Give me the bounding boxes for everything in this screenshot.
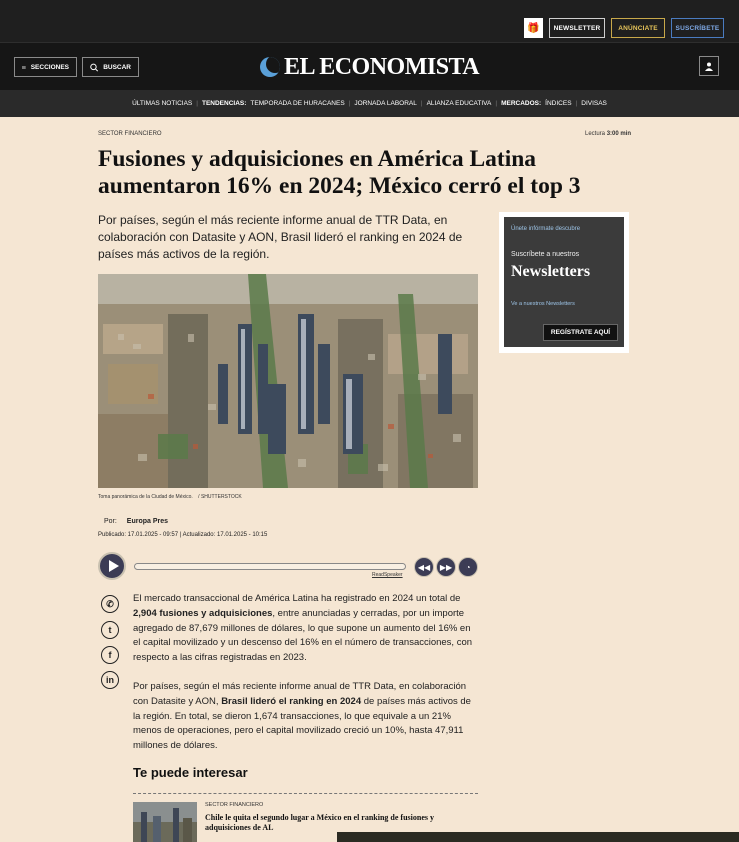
byline-label: Por: xyxy=(104,518,117,525)
audio-progress-track[interactable] xyxy=(134,563,406,570)
p2-bold: Brasil lideró el ranking en 2024 xyxy=(221,695,362,707)
rewind-icon: ◀◀ xyxy=(417,562,431,572)
article-paragraph xyxy=(133,592,478,666)
ad-link[interactable]: Ve a nuestros Newsletters xyxy=(511,301,575,307)
search-label: BUSCAR xyxy=(103,63,131,71)
city-aerial-illustration xyxy=(98,274,478,488)
nav-separator: | xyxy=(420,100,423,107)
nav-mercados-label: MERCADOS: xyxy=(501,100,542,107)
register-button[interactable]: REGÍSTRATE AQUÍ xyxy=(543,324,618,341)
gift-icon[interactable]: 🎁 xyxy=(524,18,543,38)
related-thumbnail[interactable] xyxy=(133,802,197,842)
footer-strip xyxy=(337,832,739,842)
nav-separator: | xyxy=(575,100,578,107)
related-article-link[interactable]: Chile le quita el segundo lugar a México en el ranking de fusiones y adquisiciones de AL xyxy=(205,813,434,832)
byline xyxy=(104,518,168,525)
search-button[interactable] xyxy=(82,57,139,77)
nav-item-jornada[interactable]: JORNADA LABORAL xyxy=(354,100,417,107)
related-heading: Te puede interesar xyxy=(133,765,248,780)
nav-tendencias-label: TENDENCIAS: xyxy=(201,100,247,107)
whatsapp-share-icon[interactable]: ✆ xyxy=(101,595,119,613)
p2-text-c: de países más activos de la región. En total, se dieron 1,674 transacciones, lo que equivale a un 21% menos de operaciones, pero el capital movilizado creció un 10%, hasta 47,911 millones de dólares. xyxy=(133,695,471,752)
rewind-button[interactable] xyxy=(414,557,434,577)
secciones-button[interactable] xyxy=(14,57,77,77)
read-time xyxy=(585,131,631,137)
ad-tagline: Únete infórmate descubre xyxy=(511,226,581,232)
masthead xyxy=(0,42,739,90)
caption-text: Toma panorámica de la Ciudad de México. xyxy=(98,494,193,500)
menu-icon xyxy=(22,64,26,71)
main-nav xyxy=(0,90,739,117)
hero-caption xyxy=(98,494,242,500)
top-utility-bar xyxy=(0,0,739,42)
ad-subtitle: Suscríbete a nuestros xyxy=(511,251,580,258)
user-account-button[interactable] xyxy=(699,56,719,76)
newsletter-ad[interactable] xyxy=(499,212,629,353)
nav-ultimas-noticias[interactable]: ÚLTIMAS NOTICIAS xyxy=(132,100,193,107)
nav-item-divisas[interactable]: DIVISAS xyxy=(581,100,607,107)
nav-item-huracanes[interactable]: TEMPORADA DE HURACANES xyxy=(250,100,345,107)
caption-credit: / SHUTTERSTOCK xyxy=(198,494,242,500)
article-paragraph xyxy=(133,680,478,754)
nav-separator: | xyxy=(495,100,498,107)
logo-text: EL ECONOMISTA xyxy=(284,53,480,80)
article-summary: Por países, según el más reciente informe anual de TTR Data, en colaboración con Datasite y AON, Brasil lideró el ranking en 2024 de países más activos de la región. xyxy=(98,213,463,261)
related-thumbnail-illustration xyxy=(133,802,197,842)
settings-icon: ◔ xyxy=(465,562,471,572)
related-kicker: SECTOR FINANCIERO xyxy=(205,802,264,808)
divider xyxy=(133,793,478,794)
p2-text-a: Por países, según el más reciente informe anual de TTR Data, en colaboración con Datasite y AON, xyxy=(133,681,467,707)
author-link[interactable]: Europa Pres xyxy=(126,518,169,525)
settings-button[interactable] xyxy=(458,557,478,577)
p1-bold: 2,904 fusiones y adquisiciones xyxy=(133,607,273,619)
readspeaker-link[interactable]: ReadSpeaker xyxy=(372,572,403,578)
nav-item-alianza[interactable]: ALIANZA EDUCATIVA xyxy=(426,100,492,107)
twitter-share-icon[interactable]: t xyxy=(101,621,119,639)
suscribete-button[interactable]: SUSCRÍBETE xyxy=(671,18,724,38)
anunciate-button[interactable]: ANÚNCIATE xyxy=(611,18,665,38)
read-time-label: Lectura xyxy=(585,131,606,137)
logo-mark-icon xyxy=(260,57,280,77)
page-title: Fusiones y adquisiciones en América Latina aumentaron 16% en 2024; México cerró el top 3 xyxy=(98,146,581,199)
newsletter-ad-panel xyxy=(504,217,624,347)
linkedin-share-icon[interactable]: in xyxy=(101,671,119,689)
site-logo[interactable] xyxy=(260,53,479,81)
hero-image xyxy=(98,274,478,488)
nav-separator: | xyxy=(348,100,351,107)
search-icon xyxy=(90,63,98,72)
forward-icon: ▶▶ xyxy=(439,562,453,572)
p1-text-c: , entre anunciadas y cerradas, por un importe agregado de 87,679 millones de dólares, lo que supone un aumento del 16% en el capital movilizado y un descenso del 16% en el número de transacciones, con respecto a las cifras registradas en 2023. xyxy=(133,607,473,664)
newsletter-button[interactable]: NEWSLETTER xyxy=(549,18,605,38)
facebook-share-icon[interactable]: f xyxy=(101,646,119,664)
read-time-value: 3:00 min xyxy=(606,131,632,137)
nav-separator: | xyxy=(196,100,198,107)
forward-button[interactable] xyxy=(436,557,456,577)
article-section-kicker[interactable]: SECTOR FINANCIERO xyxy=(98,131,162,137)
secciones-label: SECCIONES xyxy=(30,63,69,71)
play-button[interactable] xyxy=(98,552,126,580)
p1-text-a: El mercado transaccional de América Latina ha registrado en 2024 un total de xyxy=(133,593,461,604)
play-icon xyxy=(109,560,119,572)
ad-title: Newsletters xyxy=(511,263,591,280)
nav-item-indices[interactable]: ÍNDICES xyxy=(545,100,572,107)
user-icon xyxy=(705,62,713,71)
publish-dates: Publicado: 17.01.2025 - 09:57 | Actualizado: 17.01.2025 - 10:15 xyxy=(98,532,268,538)
